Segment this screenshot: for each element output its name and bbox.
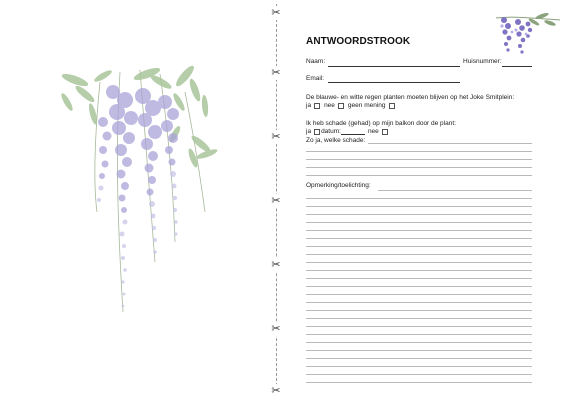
ruled-line[interactable]: [306, 286, 532, 287]
ruled-line[interactable]: [306, 262, 532, 263]
question-stay: De blauwe- en witte regen planten moeten blijven op het Joke Smitplein:: [306, 94, 515, 101]
stay-options: [306, 102, 399, 109]
naam-field[interactable]: [328, 66, 460, 67]
response-form: [306, 0, 532, 400]
damage-ja-label: ja: [306, 128, 312, 135]
ruled-line[interactable]: [306, 310, 532, 311]
scissors-icon: ✂: [269, 384, 283, 398]
ruled-line[interactable]: [306, 167, 532, 168]
huisnummer-field[interactable]: [502, 66, 532, 67]
ruled-line[interactable]: [306, 342, 532, 343]
ruled-line[interactable]: [306, 278, 532, 279]
ruled-line[interactable]: [306, 326, 532, 327]
scissors-icon: ✂: [269, 322, 283, 336]
ruled-line[interactable]: [306, 238, 532, 239]
damage-nee-label: nee: [367, 128, 379, 135]
option-nee-label: nee: [324, 102, 335, 109]
ruled-line[interactable]: [306, 350, 532, 351]
ruled-line[interactable]: [306, 246, 532, 247]
ruled-line[interactable]: [306, 294, 532, 295]
damage-options: [306, 128, 392, 135]
ruled-line[interactable]: [306, 230, 532, 231]
ruled-line[interactable]: [306, 222, 532, 223]
ruled-line[interactable]: [306, 175, 532, 176]
ruled-line[interactable]: [306, 270, 532, 271]
scissors-icon: ✂: [269, 194, 283, 208]
scissors-icon: ✂: [269, 6, 283, 20]
naam-label: Naam:: [306, 58, 326, 65]
ruled-line[interactable]: [368, 143, 532, 144]
scissors-icon: ✂: [269, 66, 283, 80]
ruled-line[interactable]: [306, 318, 532, 319]
ruled-line[interactable]: [306, 374, 532, 375]
scissors-icon: ✂: [269, 130, 283, 144]
ruled-line[interactable]: [306, 382, 532, 383]
ruled-line[interactable]: [306, 151, 532, 152]
ruled-line[interactable]: [306, 302, 532, 303]
email-label: Email:: [306, 75, 325, 82]
option-nee-checkbox[interactable]: [338, 103, 344, 109]
damage-date-field[interactable]: [341, 129, 365, 135]
option-geen-mening-checkbox[interactable]: [389, 103, 395, 109]
ruled-line[interactable]: [378, 190, 532, 191]
ruled-line[interactable]: [306, 206, 532, 207]
huisnummer-label: Huisnummer:: [463, 58, 502, 65]
damage-ja-checkbox[interactable]: [314, 129, 320, 135]
option-ja-label: ja: [306, 102, 312, 109]
ruled-line[interactable]: [306, 254, 532, 255]
illustration-panel: [0, 0, 270, 400]
option-ja-checkbox[interactable]: [314, 103, 320, 109]
damage-nee-checkbox[interactable]: [382, 129, 388, 135]
option-geen-mening-label: geen mening: [347, 102, 386, 109]
wisteria-illustration: [55, 62, 225, 322]
damage-description-label: Zo ja, welke schade:: [306, 137, 366, 144]
ruled-line[interactable]: [306, 198, 532, 199]
damage-datum-label: datum:: [321, 128, 341, 135]
form-title: ANTWOORDSTROOK: [306, 36, 411, 47]
ruled-line[interactable]: [306, 159, 532, 160]
ruled-line[interactable]: [306, 358, 532, 359]
ruled-line[interactable]: [306, 334, 532, 335]
ruled-line[interactable]: [306, 214, 532, 215]
remarks-label: Opmerking/toelichting:: [306, 182, 371, 189]
scissors-icon: ✂: [269, 258, 283, 272]
email-field[interactable]: [328, 82, 460, 83]
ruled-line[interactable]: [306, 366, 532, 367]
question-damage: Ik heb schade (gehad) op mijn balkon door de plant:: [306, 120, 456, 127]
